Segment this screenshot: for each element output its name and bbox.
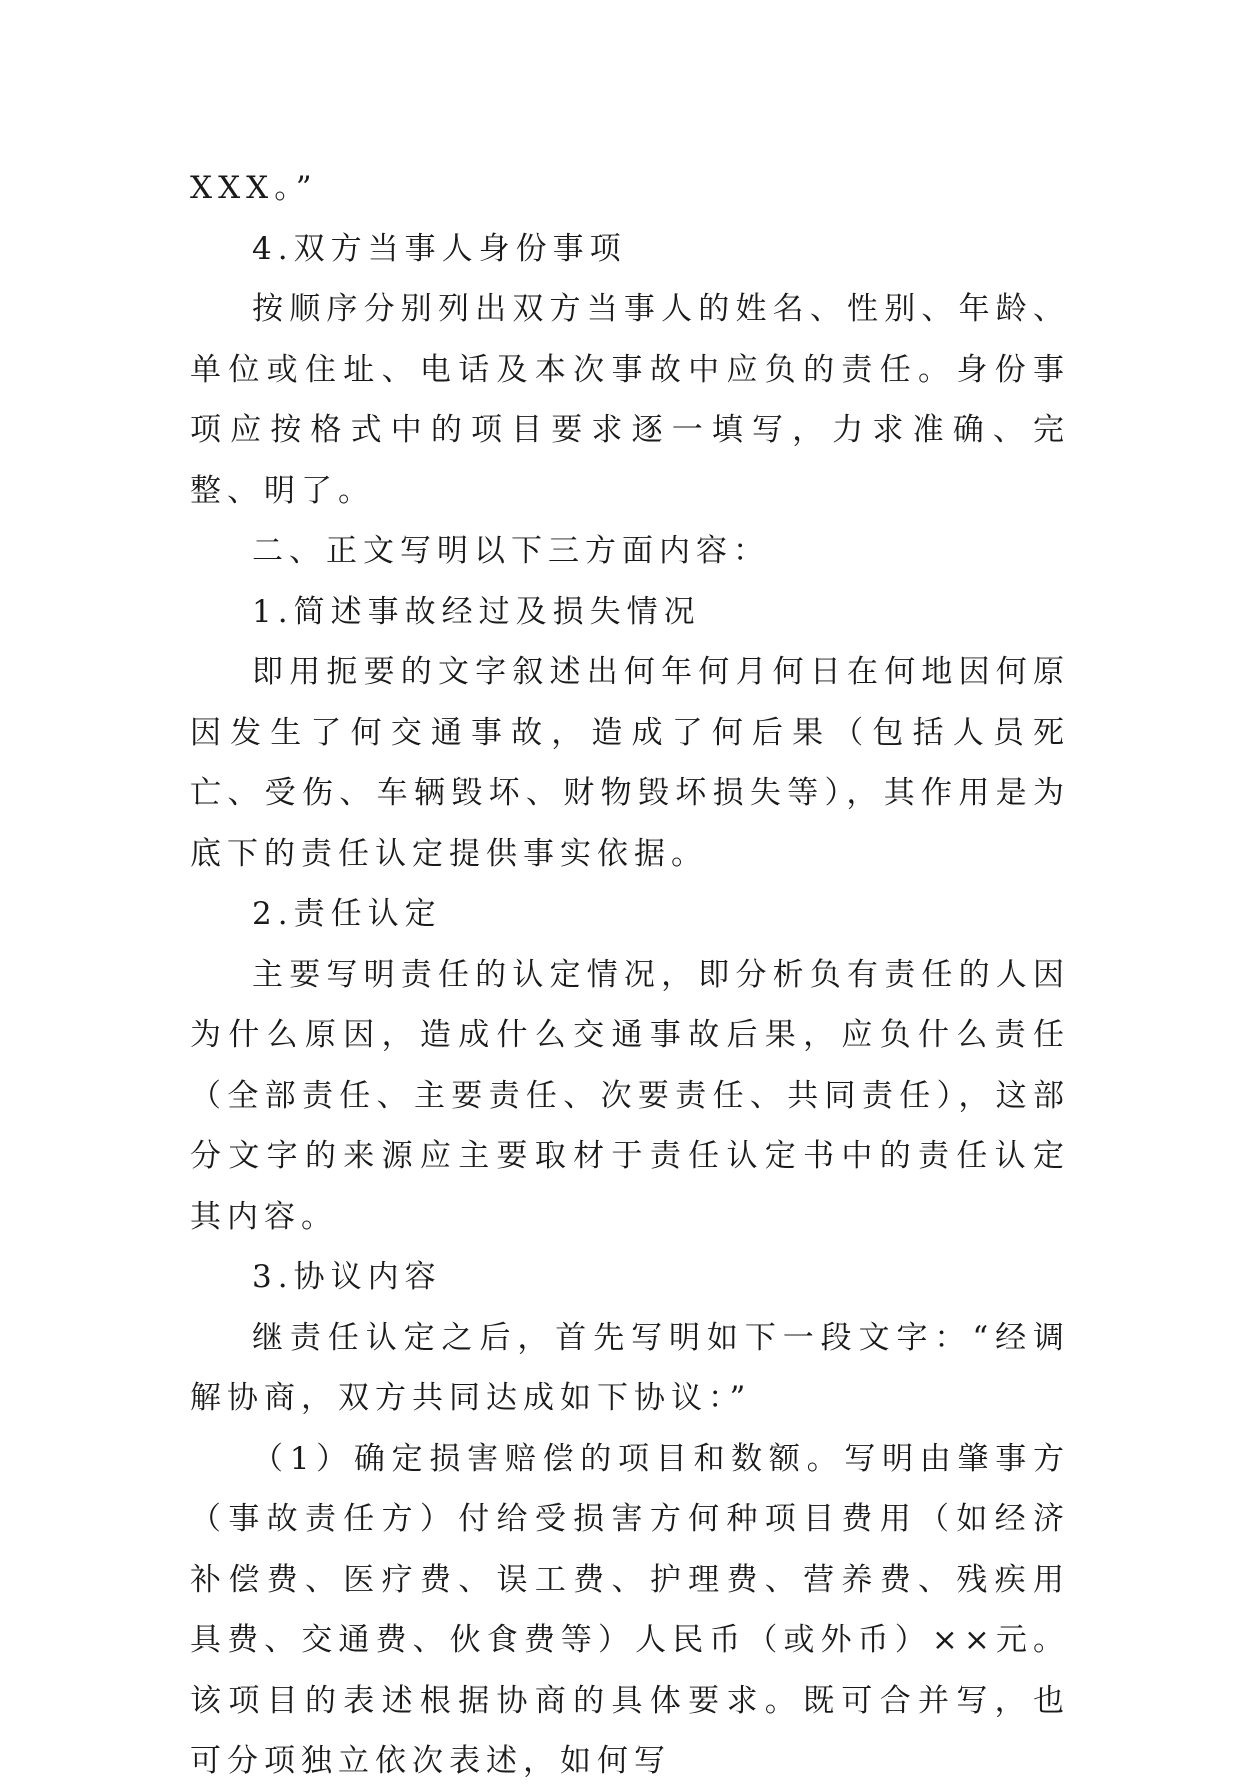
section-heading-agreement: 3.协议内容 <box>252 1259 442 1295</box>
paragraph-continuation: XXX。” <box>190 170 318 206</box>
section-heading-identity: 4.双方当事人身份事项 <box>252 230 627 267</box>
paragraph-agreement-intro: 继责任认定之后，首先写明如下一段文字：“经调解协商，双方共同达成如下协议：” <box>190 1319 1070 1416</box>
paragraph-liability: 主要写明责任的认定情况，即分析负有责任的人因为什么原因，造成什么交通事故后果，应负什么责任（全部责任、主要责任、次要责任、共同责任），这部分文字的来源应主要取材于责任认定书中的责任认定其内容。 <box>190 956 1070 1235</box>
section-heading-main-text: 二、正文写明以下三方面内容： <box>252 533 770 569</box>
section-heading-accident-summary: 1.简述事故经过及损失情况 <box>252 593 701 630</box>
document-body <box>190 158 1070 1792</box>
paragraph-accident-summary: 即用扼要的文字叙述出何年何月何日在何地因何原因发生了何交通事故，造成了何后果（包括人员死亡、受伤、车辆毁坏、财物毁坏损失等），其作用是为底下的责任认定提供事实依据。 <box>190 654 1070 872</box>
paragraph-compensation: （1）确定损害赔偿的项目和数额。写明由肇事方（事故责任方）付给受损害方何种项目费用（如经济补偿费、医疗费、误工费、护理费、营养费、残疾用具费、交通费、伙食费等）人民币（或外币）××元。该项目的表述根据协商的具体要求。既可合并写，也可分项独立依次表述，如何写 <box>190 1440 1070 1779</box>
section-heading-liability: 2.责任认定 <box>252 896 442 932</box>
paragraph-identity: 按顺序分别列出双方当事人的姓名、性别、年龄、单位或住址、电话及本次事故中应负的责任。身份事项应按格式中的项目要求逐一填写，力求准确、完整、明了。 <box>190 291 1070 509</box>
